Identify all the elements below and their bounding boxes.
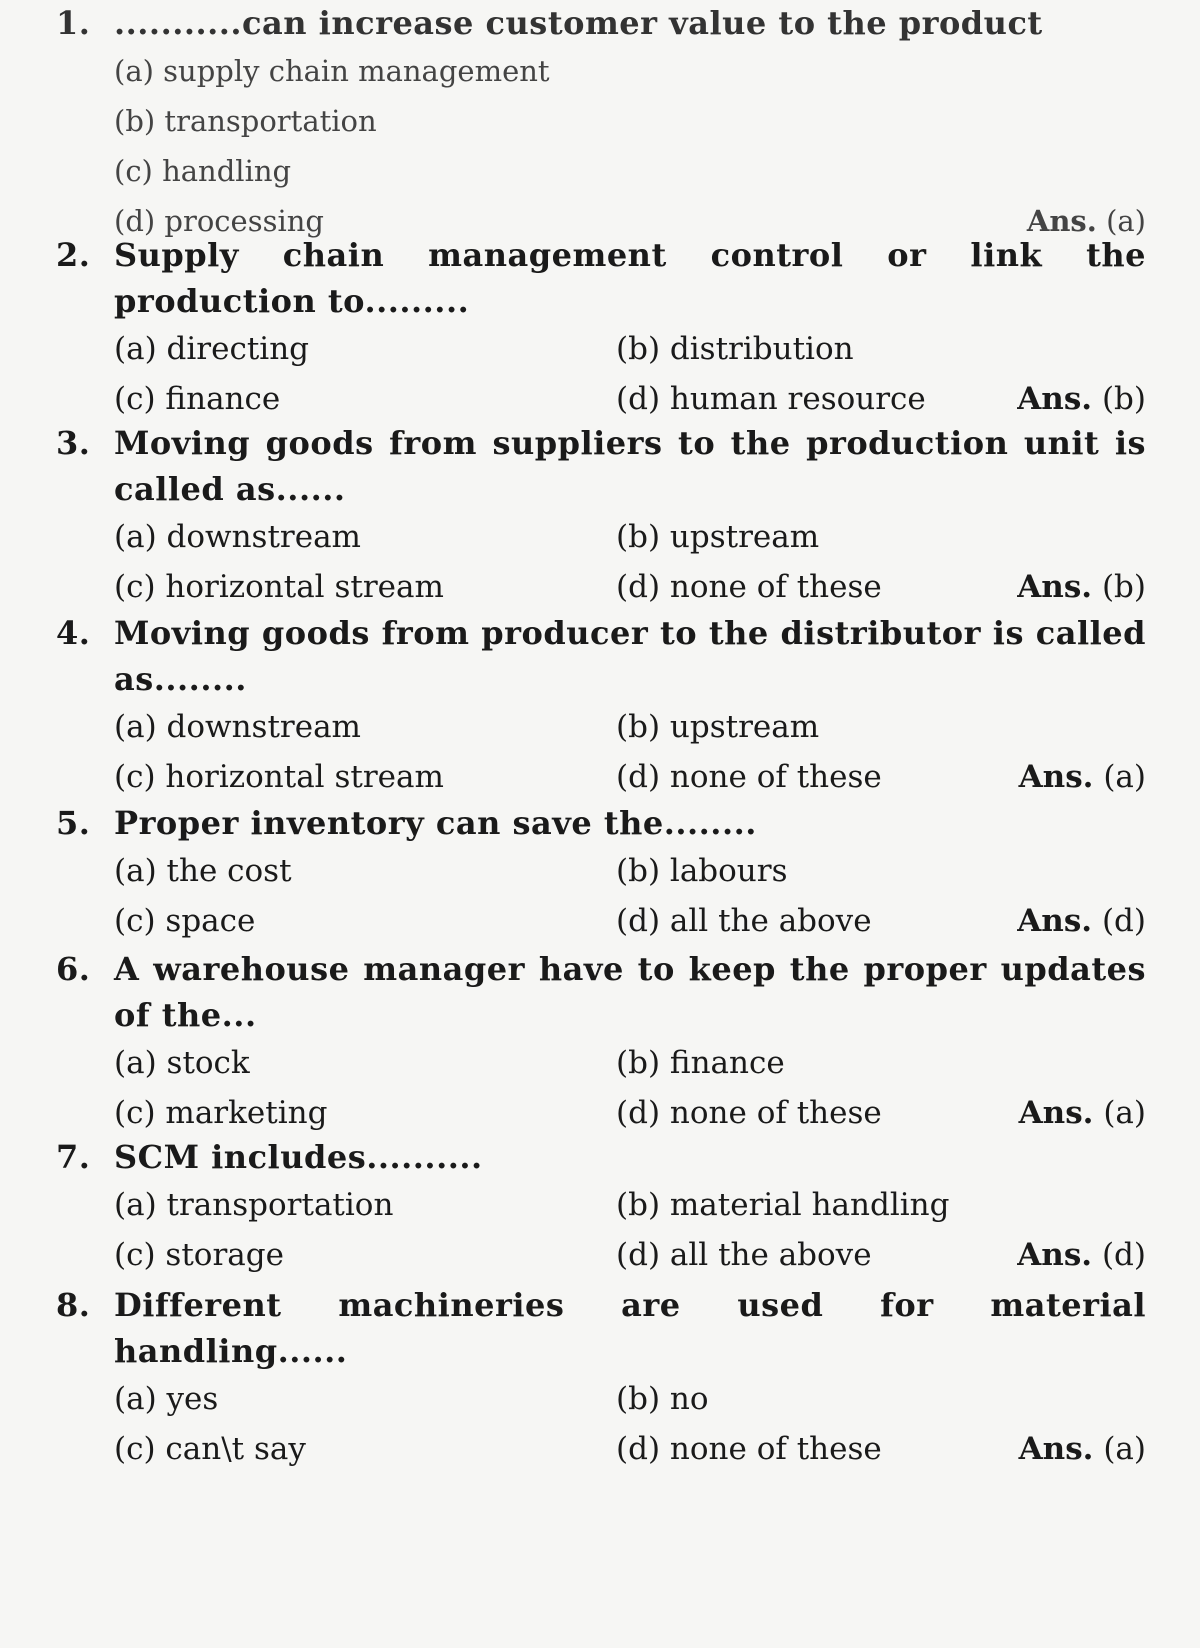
question-text: SCM includes.......... <box>114 1138 483 1176</box>
option-c: (c) handling <box>114 154 292 188</box>
option-a: (a) transportation <box>114 1187 394 1223</box>
answer: Ans. (d) <box>1017 903 1146 939</box>
question-number: 1. <box>56 4 91 42</box>
question-text: A warehouse manager have to keep the proper updates of the... <box>114 950 1146 1034</box>
question-text: Proper inventory can save the........ <box>114 804 757 842</box>
option-row <box>56 896 1146 946</box>
question-text: Moving goods from producer to the distributor is called as........ <box>114 614 1146 698</box>
option-b: (b) finance <box>616 1045 785 1081</box>
option-b: (b) labours <box>616 853 788 889</box>
option-row <box>56 752 1146 802</box>
option-row <box>56 374 1146 424</box>
question-7 <box>56 1134 1146 1280</box>
option-a: (a) downstream <box>114 519 361 555</box>
option-row <box>56 1180 1146 1230</box>
answer: Ans. (b) <box>1017 381 1146 417</box>
question-header <box>56 1282 1146 1374</box>
option-d: (d) none of these <box>616 1095 882 1131</box>
option-b: (b) material handling <box>616 1187 950 1223</box>
option-c: (c) can\t say <box>114 1431 306 1467</box>
question-number: 2. <box>56 236 91 274</box>
question-number: 6. <box>56 950 91 988</box>
option-a: (a) directing <box>114 331 309 367</box>
option-b: (b) upstream <box>616 709 820 745</box>
option-a: (a) supply chain management <box>114 54 550 88</box>
answer: Ans. (a) <box>1018 1431 1146 1467</box>
question-number: 4. <box>56 614 91 652</box>
answer: Ans. (d) <box>1017 1237 1146 1273</box>
option-d: (d) none of these <box>616 569 882 605</box>
option-a: (a) downstream <box>114 709 361 745</box>
question-text: Supply chain management control or link the production to......... <box>114 236 1146 320</box>
option-row <box>56 1230 1146 1280</box>
question-5 <box>56 800 1146 946</box>
option-row <box>56 1424 1146 1474</box>
option-d: (d) human resource <box>616 381 926 417</box>
option-c: (c) storage <box>114 1237 284 1273</box>
option-row <box>56 146 1146 196</box>
question-header <box>56 946 1146 1038</box>
question-number: 3. <box>56 424 91 462</box>
option-d: (d) all the above <box>616 903 872 939</box>
option-d: (d) none of these <box>616 759 882 795</box>
option-row <box>56 512 1146 562</box>
option-row <box>56 1374 1146 1424</box>
option-c: (c) marketing <box>114 1095 328 1131</box>
option-row <box>56 1088 1146 1138</box>
question-text: Different machineries are used for material handling...... <box>114 1286 1146 1370</box>
option-c: (c) horizontal stream <box>114 569 444 605</box>
option-b: (b) no <box>616 1381 709 1417</box>
option-row <box>56 702 1146 752</box>
option-b: (b) distribution <box>616 331 854 367</box>
option-row <box>56 96 1146 146</box>
option-d: (d) none of these <box>616 1431 882 1467</box>
question-header <box>56 420 1146 512</box>
option-b: (b) upstream <box>616 519 820 555</box>
option-c: (c) finance <box>114 381 281 417</box>
question-header <box>56 1134 1146 1180</box>
question-4 <box>56 610 1146 802</box>
question-text: ...........can increase customer value to the product <box>114 4 1043 42</box>
question-number: 5. <box>56 804 91 842</box>
question-header <box>56 610 1146 702</box>
answer: Ans. (a) <box>1018 759 1146 795</box>
option-row <box>56 846 1146 896</box>
option-a: (a) the cost <box>114 853 292 889</box>
question-number: 7. <box>56 1138 91 1176</box>
answer: Ans. (b) <box>1017 569 1146 605</box>
question-number: 8. <box>56 1286 91 1324</box>
option-row <box>56 46 1146 96</box>
option-a: (a) yes <box>114 1381 219 1417</box>
option-row <box>56 324 1146 374</box>
question-1 <box>56 0 1146 246</box>
question-header <box>56 800 1146 846</box>
option-d: (d) processing <box>114 204 324 238</box>
question-header <box>56 232 1146 324</box>
option-b: (b) transportation <box>114 104 377 138</box>
answer: Ans. (a) <box>1018 1095 1146 1131</box>
question-header <box>56 0 1146 46</box>
question-text: Moving goods from suppliers to the production unit is called as...... <box>114 424 1146 508</box>
option-d: (d) all the above <box>616 1237 872 1273</box>
option-c: (c) space <box>114 903 256 939</box>
option-a: (a) stock <box>114 1045 250 1081</box>
question-6 <box>56 946 1146 1138</box>
answer: Ans. (a) <box>1026 204 1146 238</box>
question-2 <box>56 232 1146 424</box>
option-row <box>56 562 1146 612</box>
question-3 <box>56 420 1146 612</box>
option-row <box>56 1038 1146 1088</box>
option-c: (c) horizontal stream <box>114 759 444 795</box>
question-8 <box>56 1282 1146 1474</box>
